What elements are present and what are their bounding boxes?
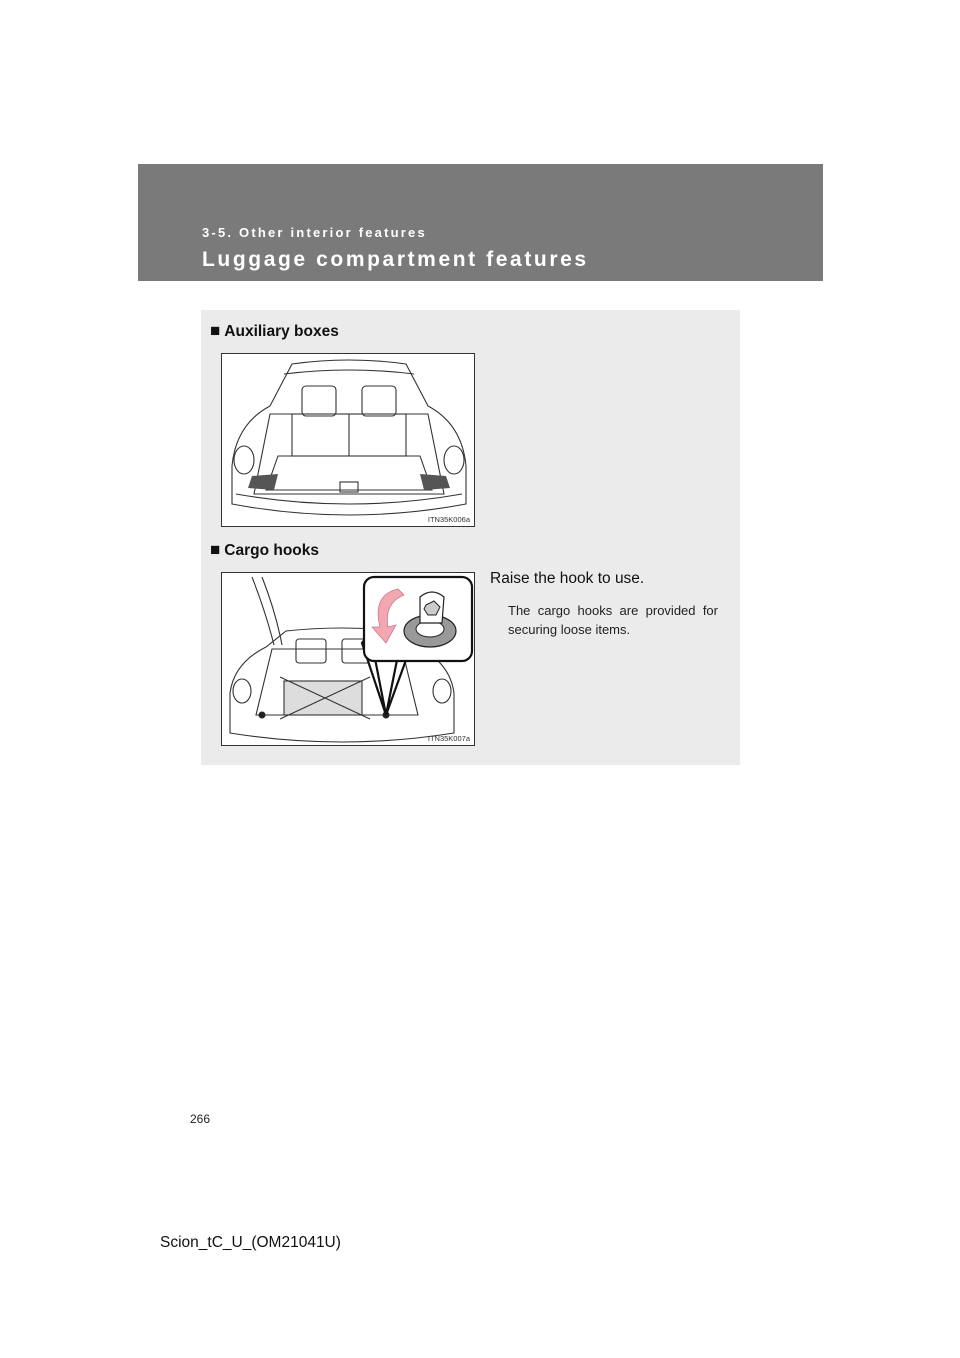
cargo-hooks-illustration [221, 572, 475, 746]
auxiliary-boxes-illustration [221, 353, 475, 527]
auxiliary-boxes-heading-text: Auxiliary boxes [224, 323, 339, 340]
cargo-hooks-note: The cargo hooks are provided for securing loose items. [508, 603, 718, 637]
trunk-cargo-hooks-drawing [222, 573, 475, 746]
illustration-code: ITN35K007a [427, 734, 470, 743]
illustration-code: ITN35K006a [427, 515, 470, 524]
trunk-auxiliary-boxes-drawing [222, 354, 475, 527]
cargo-hooks-heading-text: Cargo hooks [224, 542, 320, 559]
section-label: 3-5. Other interior features [202, 225, 427, 240]
page-number: 266 [190, 1112, 211, 1126]
page-title: Luggage compartment features [202, 248, 589, 271]
document-id: Scion_tC_U_(OM21041U) [160, 1234, 341, 1251]
bullet-square-icon: ■ [210, 321, 221, 340]
cargo-hooks-heading [210, 540, 319, 560]
cargo-hooks-instruction: Raise the hook to use. [490, 570, 645, 587]
bullet-square-icon: ■ [210, 540, 221, 559]
auxiliary-boxes-heading [210, 321, 339, 341]
chapter-header-bar [138, 164, 823, 281]
